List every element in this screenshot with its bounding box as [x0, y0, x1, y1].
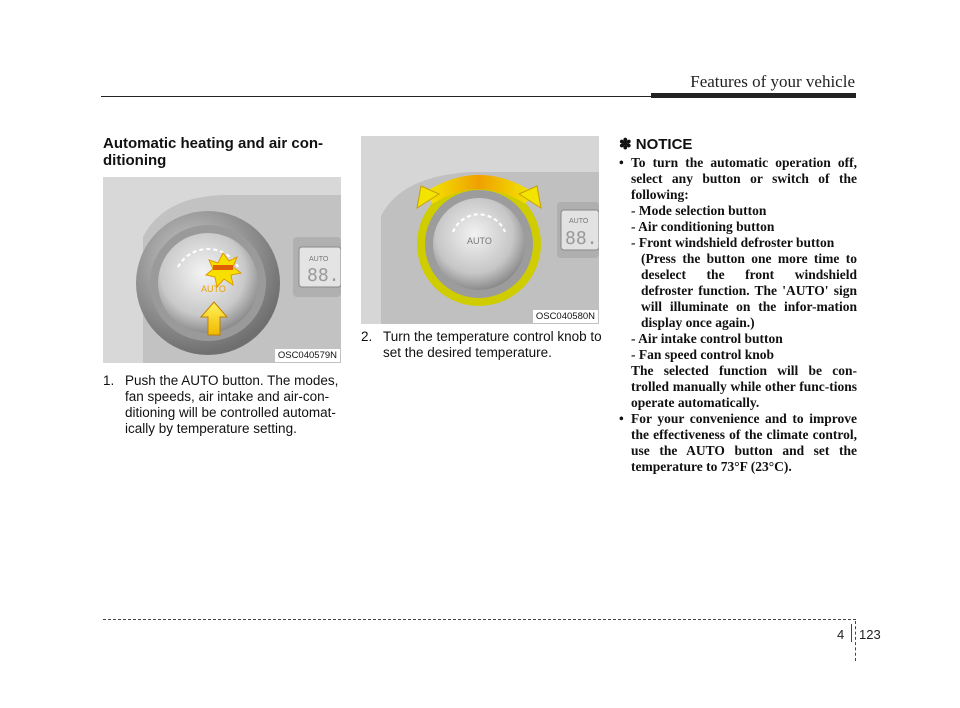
- list-item: - Front windshield defroster button: [631, 235, 835, 250]
- step-number: 2.: [361, 329, 373, 344]
- figure-code: OSC040580N: [533, 310, 598, 323]
- notice-heading: [619, 135, 692, 153]
- bullet-text: For your convenience and to improve the effectiveness of the climate control, use the AUTO button and set the temperature to 73°F (23°C).: [631, 411, 857, 474]
- header-rule: [101, 96, 651, 97]
- footer-vertical-rule: [855, 621, 856, 661]
- list-item: - Mode selection button: [631, 203, 767, 218]
- display-digits: 88.: [565, 228, 598, 249]
- notice-bullet-1: [619, 155, 857, 411]
- list-item: - Air intake control button: [631, 331, 783, 346]
- temperature-knob-illustration: [361, 136, 599, 324]
- bullet-outro: The selected function will be con-trolled manually while other func-tions operate automatically.: [631, 363, 857, 410]
- section-heading: Automatic heating and air con-ditioning: [103, 135, 324, 169]
- notice-bullet-2: [619, 411, 857, 475]
- step-text: Push the AUTO button. The modes, fan speeds, air intake and air-con-ditioning will be controlled automat-ically by temperature setting.: [125, 373, 339, 436]
- page-number: 123: [859, 627, 881, 642]
- step-text: Turn the temperature control knob to set the desired temperature.: [383, 329, 602, 360]
- header-rule-accent: [651, 93, 856, 98]
- list-item: - Fan speed control knob: [631, 347, 775, 362]
- list-item: - Air conditioning button: [631, 219, 775, 234]
- bullet-dot: •: [619, 411, 624, 426]
- notice-title: NOTICE: [635, 136, 693, 153]
- notice-star-icon: ✽: [619, 136, 632, 153]
- figure-auto-button: [103, 177, 341, 363]
- section-title: Features of your vehicle: [690, 72, 855, 91]
- footer-rule: [103, 619, 856, 620]
- display-digits: 88.: [307, 265, 340, 286]
- bullet-dot: •: [619, 155, 624, 170]
- figure-temperature-knob: [361, 136, 599, 324]
- notice-body: [619, 155, 857, 475]
- step-number: 1.: [103, 373, 115, 388]
- step-1: [103, 373, 349, 437]
- bullet-intro: To turn the automatic operation off, select any button or switch of the following:: [631, 155, 857, 202]
- knob-auto-label: AUTO: [467, 236, 492, 246]
- step-2: [361, 329, 609, 361]
- auto-button-illustration: [103, 177, 341, 363]
- display-auto-label: AUTO: [569, 218, 589, 225]
- page-divider: [851, 624, 852, 642]
- defroster-note: (Press the button one more time to deselect the front windshield defroster function. The 'AUTO' sign will illuminate on the infor-mation display once again.): [641, 251, 857, 330]
- display-auto-label: AUTO: [309, 256, 329, 263]
- chapter-number: 4: [837, 627, 845, 642]
- knob-auto-label: AUTO: [201, 284, 226, 294]
- figure-code: OSC040579N: [275, 349, 340, 362]
